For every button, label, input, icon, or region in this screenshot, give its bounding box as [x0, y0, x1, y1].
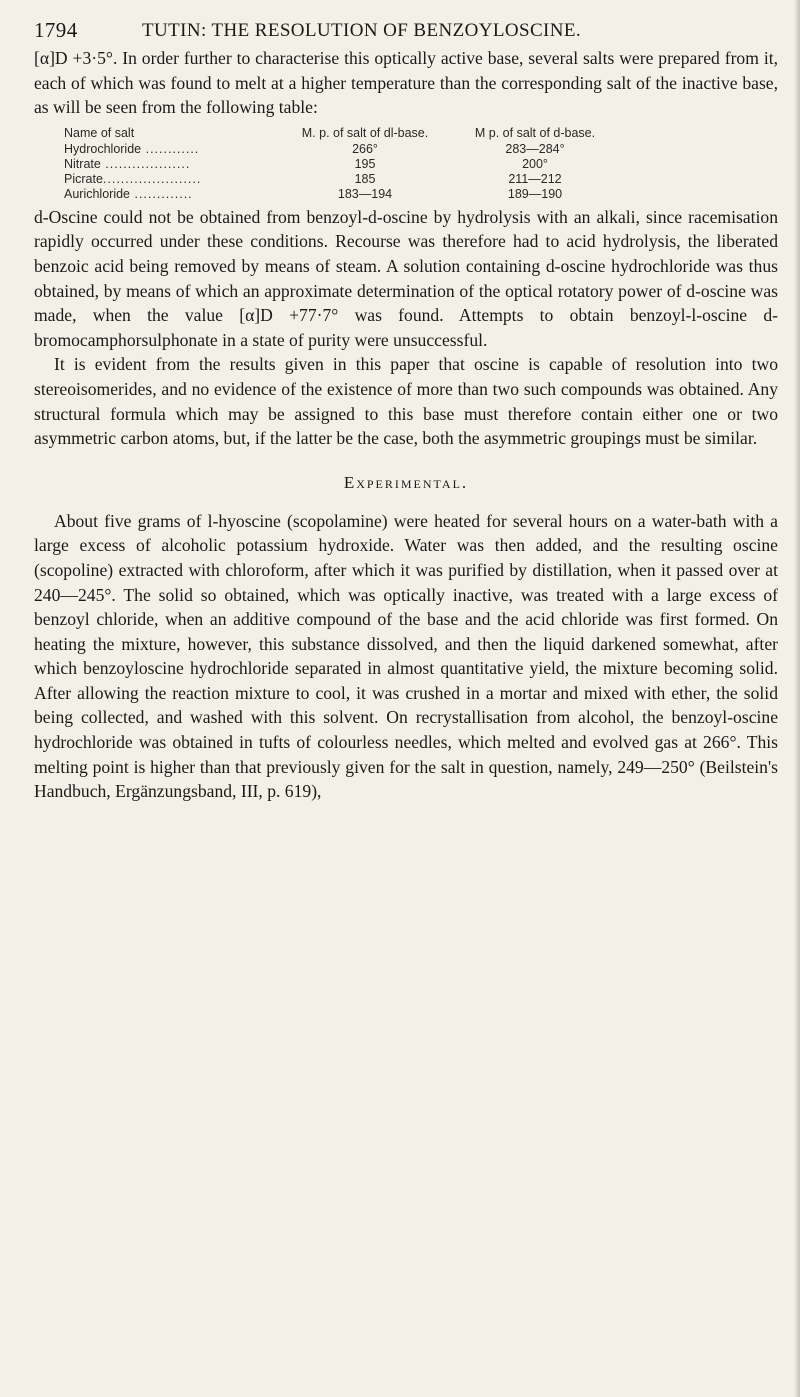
salt-name: Picrate......................: [64, 171, 202, 186]
header-name-of-salt: Name of salt: [64, 125, 135, 140]
mp-d-base: 211—212: [508, 171, 562, 186]
table-row: [64, 156, 600, 171]
section-heading-experimental: Experimental.: [343, 472, 469, 492]
mp-d-base: 283—284°: [505, 141, 565, 156]
paragraph-conclusion: It is evident from the results given in this paper that oscine is capable of resolution into two stereoisomerides, and no evidence of the existence of more than two such compounds was obtained. Any structural formula which may be assigned to this base must therefore contain either one or two asymmetric carbon atoms, but, if the latter be the case, both the asymmetric groupings must be similar.: [34, 354, 778, 449]
paragraph-intro: [α]D +3·5°. In order further to characterise this optically active base, several salts were prepared from it, each of which was found to melt at a higher temperature than the corresponding salt of the inactive base, as will be seen from the following table:: [34, 48, 778, 118]
table-row: [64, 171, 600, 186]
mp-dl-base: 266°: [352, 141, 378, 156]
running-head: [34, 12, 778, 44]
salt-name: Aurichloride .............: [64, 186, 193, 201]
melting-point-table: [64, 126, 600, 201]
mp-dl-base: 183—194: [337, 186, 393, 201]
mp-d-base: 200°: [522, 156, 548, 171]
page-edge-shadow: [794, 0, 800, 1397]
table-header-row: [64, 126, 600, 141]
salt-name: Nitrate ...................: [64, 156, 191, 171]
running-title: TUTIN: THE RESOLUTION OF BENZOYLOSCINE.: [142, 20, 582, 41]
table-row: [64, 186, 600, 201]
table-row: [64, 141, 600, 156]
journal-page: [34, 12, 778, 804]
paragraph-hydrolysis: d-Oscine could not be obtained from benzoyl-d-oscine by hydrolysis with an alkali, since racemisation rapidly occurred under these conditions. Recourse was therefore had to acid hydrolysis, the liberated benzoic acid being removed by means of steam. A solution containing d-oscine hydrochloride was thus obtained, by means of which an approximate determination of the optical rotatory power of d-oscine was made, when the value [α]D +77·7° was found. Attempts to obtain benzoyl-l-oscine d-bromocamphorsulphonate in a state of purity were unsuccessful.: [34, 206, 778, 350]
header-mp-dl-base: M. p. of salt of dl-base.: [301, 125, 429, 140]
header-mp-d-base: M p. of salt of d-base.: [474, 125, 596, 140]
paragraph-experimental: About five grams of l-hyoscine (scopolamine) were heated for several hours on a water-bath with a large excess of alcoholic potassium hydroxide. Water was then added, and the resulting oscine (scopoline) extracted with chloroform, after which it was purified by distillation, when it passed over at 240—245°. The solid so obtained, which was optically inactive, was treated with a large excess of benzoyl chloride, when an additive compound of the base and the acid chloride was first formed. On heating the mixture, however, this substance dissolved, and then the liquid darkened somewhat, after which benzoyloscine hydrochloride separated in almost quantitative yield, the mixture becoming solid. After allowing the reaction mixture to cool, it was crushed in a mortar and mixed with ether, the solid being collected, and washed with this solvent. On recrystallisation from alcohol, the benzoyl-oscine hydrochloride was obtained in tufts of colourless needles, which melted and evolved gas at 266°. This melting point is higher than that previously given for the salt in question, namely, 249—250° (Beilstein's Handbuch, Ergänzungsband, III, p. 619),: [34, 510, 778, 802]
mp-dl-base: 185: [354, 171, 376, 186]
salt-name: Hydrochloride ............: [64, 141, 200, 156]
page-number: 1794: [34, 18, 78, 42]
mp-d-base: 189—190: [507, 186, 563, 201]
mp-dl-base: 195: [354, 156, 376, 171]
